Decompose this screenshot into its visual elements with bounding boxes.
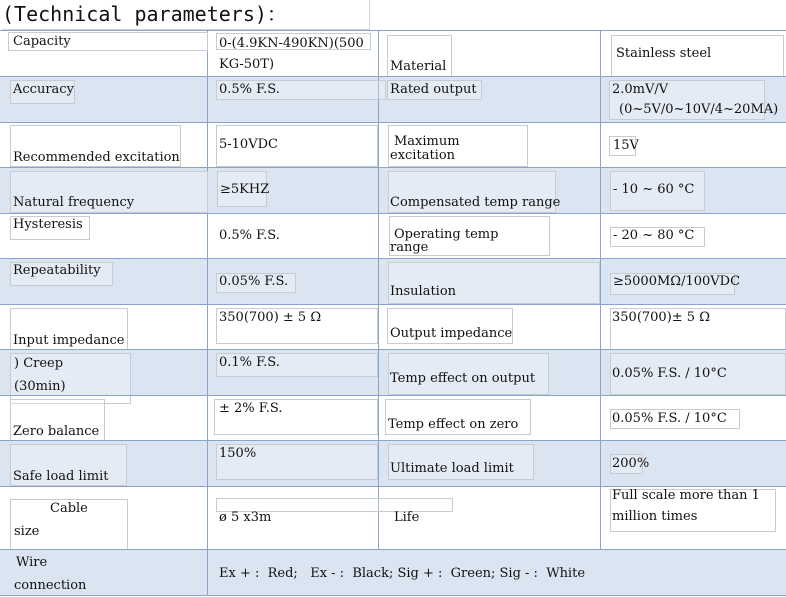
cable-size-label-line2: size [14, 524, 40, 539]
safe-load-limit-value: 150% [219, 446, 257, 461]
table-row [0, 30, 786, 76]
cable-size-value: ø 5 x3m [219, 510, 272, 525]
repeatability-value: 0.05% F.S. [219, 274, 289, 289]
zero-balance-value: ± 2% F.S. [219, 401, 283, 416]
page-title: (Technical parameters)： [2, 0, 370, 30]
insulation-value: ≥5000MΩ/100VDC [613, 274, 741, 289]
hysteresis-label: Hysteresis [13, 217, 83, 232]
temp-effect-on-zero-label: Temp effect on zero [388, 417, 519, 432]
capacity-value: 0-(4.9KN-490KN)(500 [219, 36, 364, 51]
accuracy-value: 0.5% F.S. [219, 82, 280, 97]
cable-size-label: Cable [50, 501, 88, 516]
table-row [0, 304, 786, 349]
natural-frequency-value: ≥5KHZ [220, 182, 270, 197]
table-row [0, 122, 786, 167]
repeatability-label: Repeatability [13, 263, 101, 278]
material-value: Stainless steel [616, 46, 712, 61]
life-value-line2: million times [612, 509, 698, 524]
creep-label: ) Creep [14, 356, 64, 371]
table-row [0, 76, 786, 122]
rated-output-value-line2: (0~5V/0~10V/4~20MA) [619, 102, 779, 117]
operating-temp-range-value: - 20 ~ 80 °C [613, 228, 695, 243]
wire-connection-label-line2: connection [14, 578, 87, 593]
temp-effect-on-zero-value: 0.05% F.S. / 10°C [612, 411, 727, 426]
table-row [0, 440, 786, 486]
input-impedance-label: Input impedance [13, 333, 125, 348]
table-row [0, 213, 786, 258]
table-row [0, 395, 786, 440]
maximum-excitation-label: Maximum [394, 134, 460, 149]
wire-connection-value: Ex + : Red; Ex - : Black; Sig + : Green; Sig - : White [219, 566, 586, 581]
ultimate-load-limit-label: Ultimate load limit [390, 461, 514, 476]
natural-frequency-label: Natural frequency [13, 195, 135, 210]
operating-temp-range-label: Operating temp [394, 227, 499, 242]
capacity-value-line2: KG-50T) [219, 57, 275, 72]
accuracy-label: Accuracy [13, 82, 74, 97]
material-label: Material [390, 59, 447, 74]
insulation-label: Insulation [390, 284, 457, 299]
table-row [0, 167, 786, 213]
output-impedance-value: 350(700)± 5 Ω [612, 310, 710, 325]
table-row [0, 349, 786, 395]
safe-load-limit-label: Safe load limit [13, 469, 109, 484]
maximum-excitation-value: 15V [613, 138, 639, 153]
life-label: Life [394, 510, 420, 525]
creep-value: 0.1% F.S. [219, 355, 280, 370]
life-value: Full scale more than 1 [612, 488, 760, 503]
table-row [0, 486, 786, 549]
output-impedance-label: Output impedance [390, 326, 513, 341]
rated-output-value: 2.0mV/V [612, 82, 669, 97]
recommended-excitation-label: Recommended excitation [13, 150, 180, 165]
table-row [0, 549, 786, 596]
hysteresis-value: 0.5% F.S. [219, 228, 280, 243]
creep-label-line2: (30min) [14, 379, 66, 394]
temp-effect-on-output-value: 0.05% F.S. / 10°C [612, 366, 727, 381]
compensated-temp-range-value: - 10 ~ 60 °C [613, 182, 695, 197]
compensated-temp-range-label: Compensated temp range [390, 195, 561, 210]
zero-balance-label: Zero balance [13, 424, 100, 439]
wire-connection-label: Wire [16, 555, 48, 570]
recommended-excitation-value: 5-10VDC [219, 137, 278, 152]
ultimate-load-limit-value: 200% [612, 456, 650, 471]
maximum-excitation-label-line2: excitation [390, 148, 456, 163]
operating-temp-range-label-line2: range [390, 240, 429, 255]
parameters-table [0, 30, 786, 596]
input-impedance-value: 350(700) ± 5 Ω [219, 310, 322, 325]
temp-effect-on-output-label: Temp effect on output [390, 371, 536, 386]
rated-output-label: Rated output [390, 82, 477, 97]
capacity-label: Capacity [13, 34, 71, 49]
table-row [0, 258, 786, 304]
